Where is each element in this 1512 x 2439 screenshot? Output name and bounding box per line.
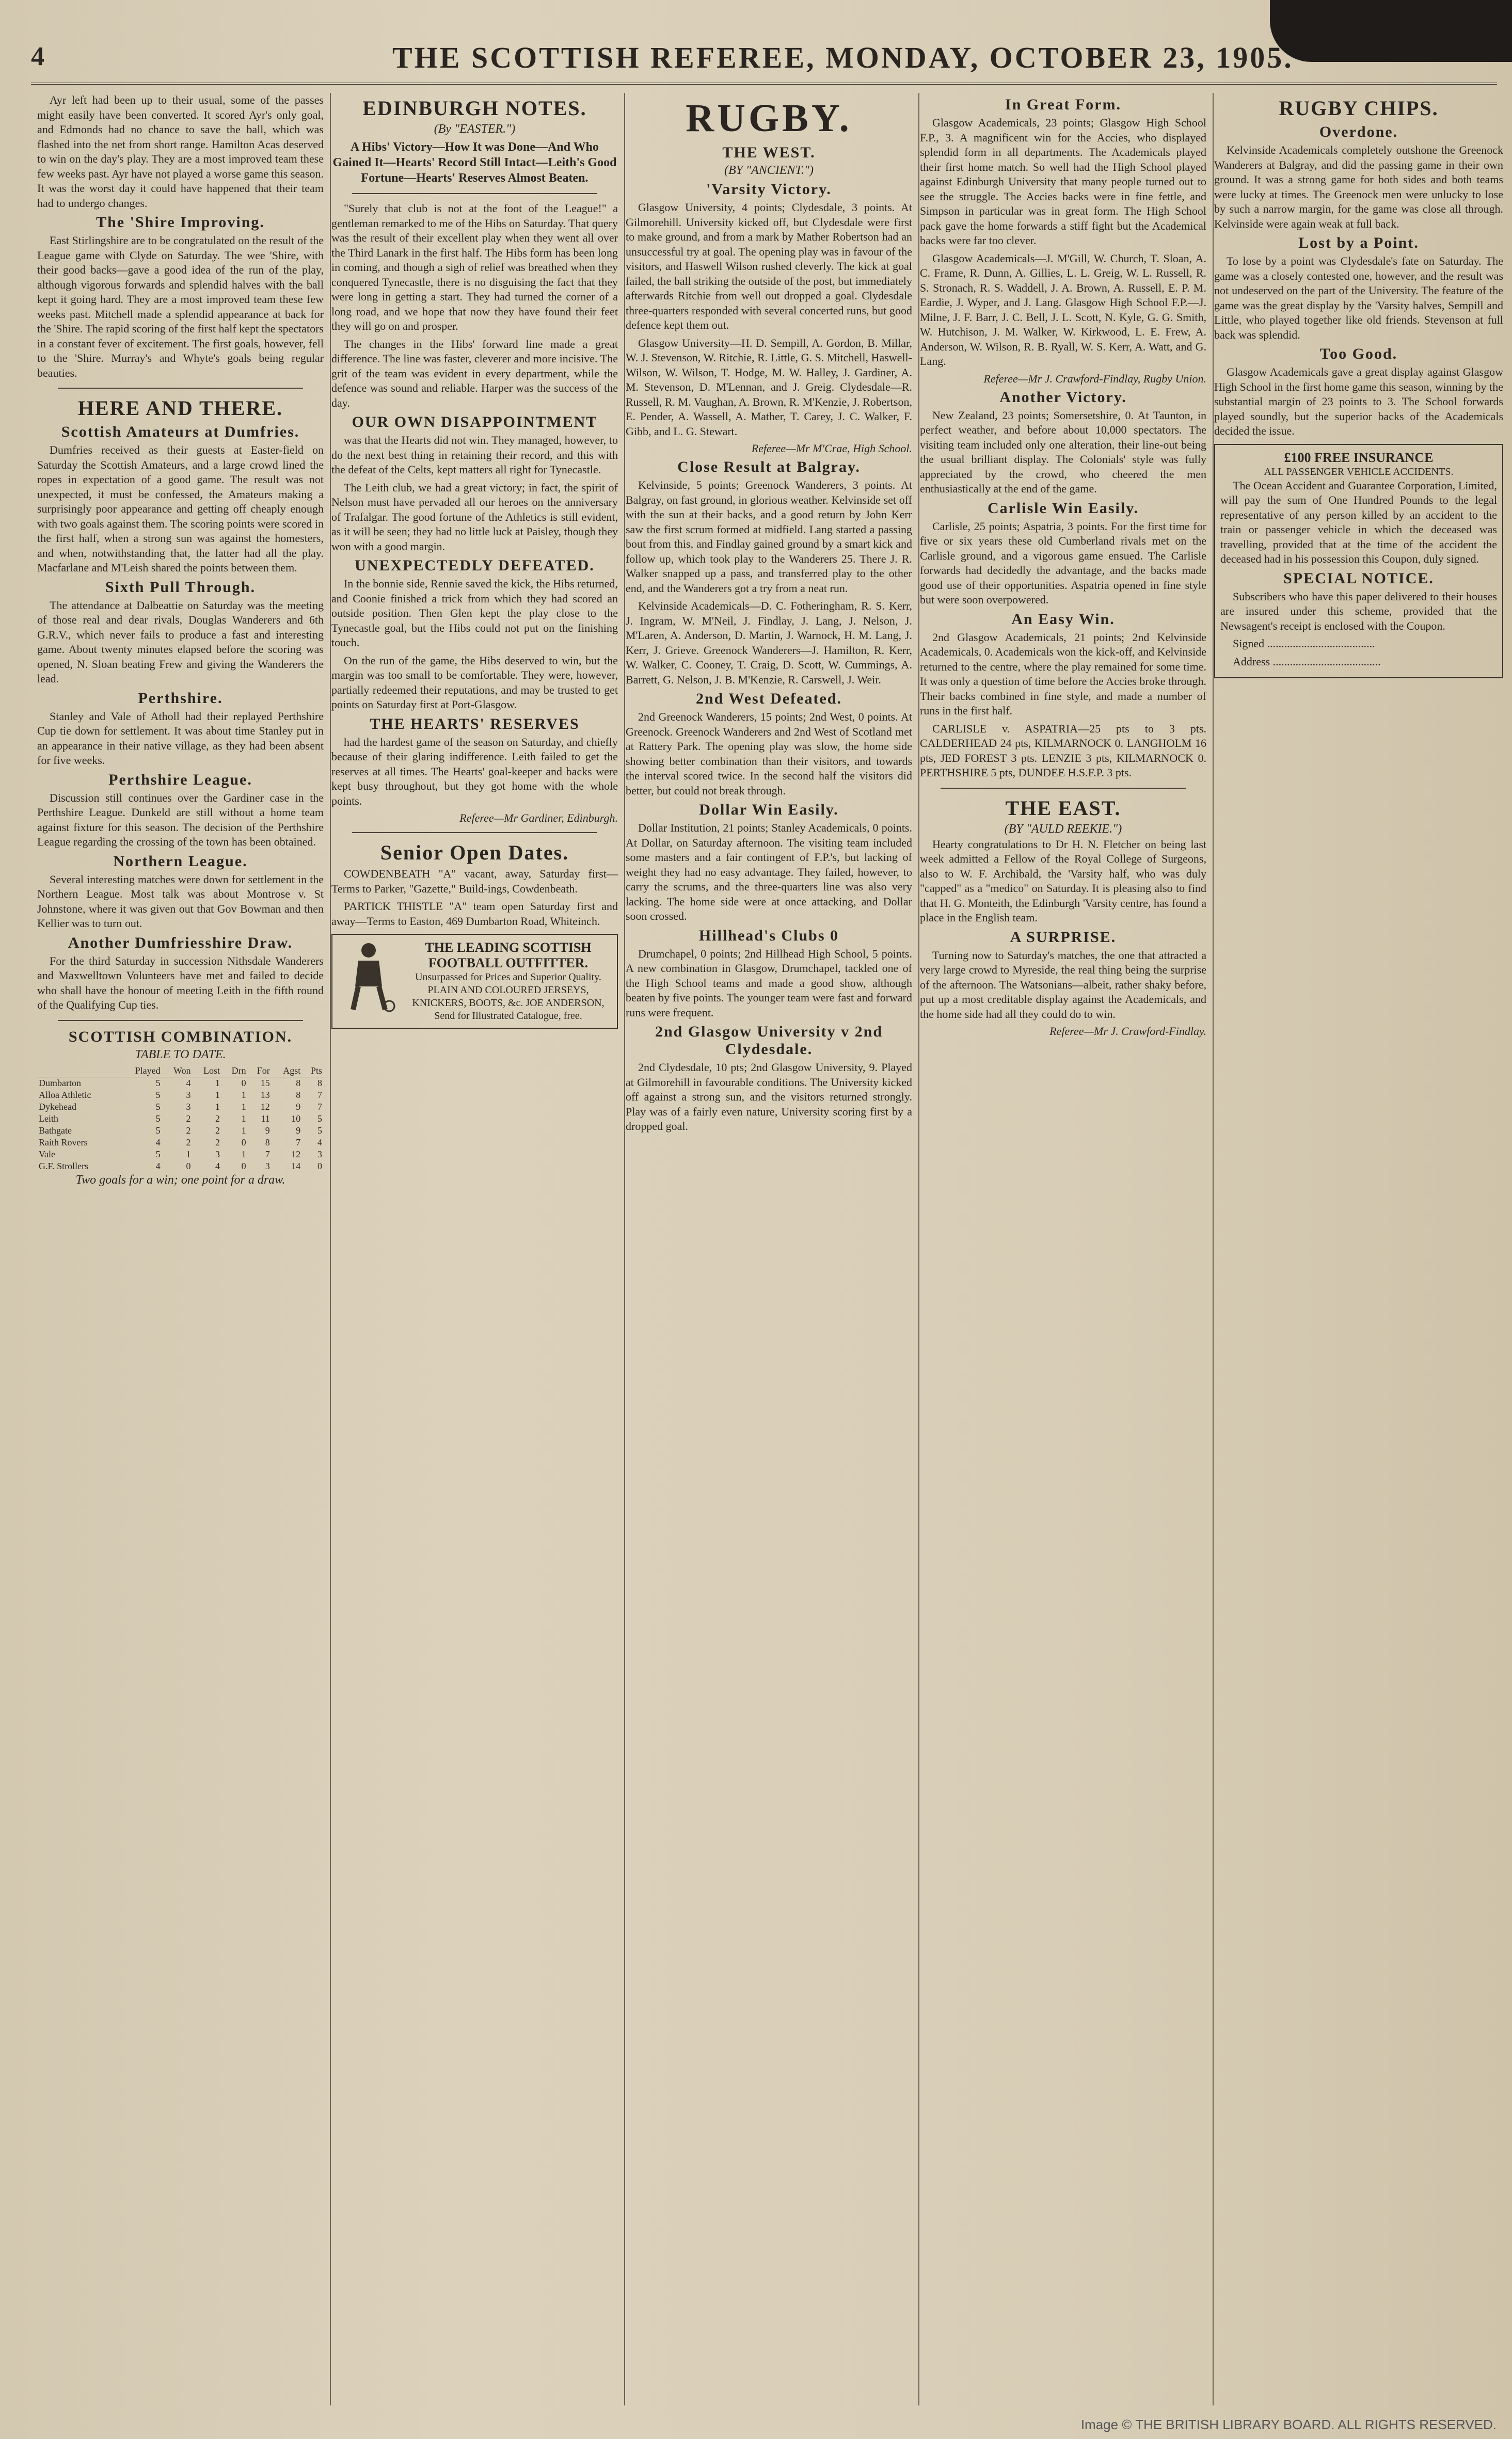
- article-text: The attendance at Dalbeattie on Saturday was the meeting of those real and dear rivals, Douglas Wanderers and 6th G.R.V., which never fails to produce a fast and interesting game. About twenty minutes elapsed before the scoring was opened, N. Sloan beating Frew and giving the Wanderers the lead.: [37, 598, 324, 685]
- referee-signature: Referee—Mr Gardiner, Edinburgh.: [459, 811, 618, 824]
- table-row: [37, 1077, 324, 1089]
- article-heading: 2nd Glasgow University v 2nd Clydesdale.: [655, 1023, 883, 1058]
- article-heading: Perthshire.: [138, 689, 223, 707]
- table-cell: 2: [186, 1125, 191, 1136]
- table-cell: 4: [317, 1137, 322, 1147]
- coupon-subtitle: ALL PASSENGER VEHICLE ACCIDENTS.: [1264, 466, 1454, 477]
- article-text: Discussion still continues over the Gardiner case in the Perthshire League. Dunkeld are still without a home team against fixture for this season. The decision of the Perthshire League regarding the crossing of the town has been obtained.: [37, 791, 324, 848]
- table-cell: 3: [215, 1149, 220, 1159]
- article-text: The Leith club, we had a great victory; in fact, the spirit of Nelson must have pervaded all our heroes on the anniversary of Trafalgar. The good fortune of the Athletics is still evident, as it will be seen; they had no little luck at Paisley, though they won with a good margin.: [331, 481, 618, 553]
- advert-body: Unsurpassed for Prices and Superior Quality. PLAIN AND COLOURED JERSEYS, KNICKERS, BOOTS, &c. JOE ANDERSON, Send for Illustrated Catalogue, free.: [412, 971, 604, 1022]
- table-cell: 9: [296, 1125, 301, 1136]
- article-text: Turning now to Saturday's matches, the one that attracted a very large crowd to Myreside, the real thing being the surprise of the afternoon. The Watsonians—albeit, rather shaky before, put up a most creditable display against the Academicals, and the home side had all they could do to win.: [920, 948, 1206, 1021]
- table-cell: 1: [186, 1149, 191, 1159]
- table-cell: 12: [260, 1101, 270, 1112]
- table-cell: Bathgate: [39, 1125, 72, 1136]
- column-1: [31, 93, 331, 2405]
- article-text: Glasgow Academicals, 23 points; Glasgow High School F.P., 3. A magnificent win for the Accies, who displayed splendid form in all departments. The Academicals played their first home match. So well had the High School played against Edinburgh University that many people turned out to see the struggle. The Accies backs were in fine fettle, and Simpson in particular was in great form. The High School pack gave the home forwards a stiff fight but the Academical backs were far too clever.: [920, 116, 1206, 247]
- newspaper-title: THE SCOTTISH REFEREE, MONDAY, OCTOBER 23, 1905.: [392, 41, 1294, 74]
- sub-heading: A SURPRISE.: [1010, 928, 1117, 946]
- section-heading: HERE AND THERE.: [77, 396, 283, 420]
- team-list: Kelvinside Academicals—D. C. Fotheringham, R. S. Kerr, J. Ingram, W. M'Neil, J. Findlay, J. Lang, J. Nelson, J. M'Laren, A. Anderson, D. Martin, J. Warnock, H. M. Lang, J. Kerr, J. Grieve. Greenock Wanderers—J. Hamilton, R. Kerr, W. Walker, C. Cooney, T. Craig, D. Scott, W. Cummings, A. Barrett, G. Nelson, J. B. M'Kenzie, R. Carswell, J. Weir.: [626, 599, 912, 686]
- referee-signature: Referee—Mr J. Crawford-Findlay, Rugby Union.: [983, 372, 1206, 385]
- coupon-title: £100 FREE INSURANCE: [1284, 450, 1434, 465]
- table-cell: Leith: [39, 1113, 58, 1124]
- table-cell: 9: [296, 1101, 301, 1112]
- referee-signature: Referee—Mr M'Crae, High School.: [751, 442, 912, 455]
- table-row: [37, 1125, 324, 1137]
- advert-title: THE LEADING SCOTTISH FOOTBALL OUTFITTER.: [425, 940, 592, 970]
- table-cell: 4: [215, 1160, 220, 1171]
- referee-signature: Referee—Mr J. Crawford-Findlay.: [1049, 1025, 1206, 1038]
- table-cell: 8: [317, 1077, 322, 1088]
- article-text: 2nd Glasgow Academicals, 21 points; 2nd Kelvinside Academicals, 0. Academicals won the kick-off, and Kelvinside returned to the centre, where the play remained for some time. It was only a question of time before the Accies broke through. Their backs combined in fine style, and made a number of runs in the first half.: [920, 630, 1206, 717]
- section-heading: RUGBY CHIPS.: [1279, 97, 1439, 120]
- table-cell: 5: [155, 1125, 161, 1136]
- section-heading-rugby: RUGBY.: [686, 97, 852, 140]
- sub-heading: THE HEARTS' RESERVES: [370, 715, 580, 732]
- table-cell: 0: [186, 1160, 191, 1171]
- table-cell: 10: [291, 1113, 301, 1124]
- sub-heading: OUR OWN DISAPPOINTMENT: [352, 413, 598, 431]
- table-cell: 1: [215, 1089, 220, 1100]
- article-heading: Too Good.: [1319, 345, 1398, 362]
- table-cell: 5: [317, 1125, 322, 1136]
- divider: [58, 388, 303, 389]
- table-row: [37, 1160, 324, 1172]
- table-cell: 3: [265, 1160, 270, 1171]
- table-header-cell: [37, 1065, 120, 1077]
- article-text: To lose by a point was Clydesdale's fate on Saturday. The game was a closely contested one, however, and the result was not undeserved on the part of the University. The feature of the game was the great display by the 'Varsity halves, Sempill and Little, who played together like old friends. Stevenson at full back was splendid.: [1214, 254, 1503, 341]
- column-5: [1208, 93, 1509, 2405]
- table-cell: 3: [186, 1089, 191, 1100]
- article-heading: Carlisle Win Easily.: [987, 499, 1139, 517]
- article-heading: 'Varsity Victory.: [706, 181, 832, 198]
- article-heading: Overdone.: [1319, 123, 1398, 140]
- table-cell: 7: [296, 1137, 301, 1147]
- table-cell: 9: [265, 1125, 270, 1136]
- sub-heading: UNEXPECTEDLY DEFEATED.: [355, 557, 595, 574]
- article-text: "Surely that club is not at the foot of the League!" a gentleman remarked to me of the Hibs on Saturday. That query was the result of their excellent play when they went all over the Third Lanark in the first half. The Hibs form has been long in coming, and though a sigh of relief was breathed when they conquered Tynecastle, there is no disguising the fact that they were long in getting a start. They had turned the corner of a long road, and we hope that now they have found their feet they will go on and prosper.: [331, 202, 618, 332]
- section-heading: Senior Open Dates.: [380, 841, 569, 864]
- classified-ad: COWDENBEATH "A" vacant, away, Saturday first—Terms to Parker, "Gazette," Build-ings, Cowdenbeath.: [331, 867, 618, 895]
- table-header-cell: Played: [120, 1065, 162, 1077]
- signature-line[interactable]: Signed ......................................: [1233, 637, 1375, 650]
- table-header-cell: Lost: [193, 1065, 222, 1077]
- table-cell: 1: [241, 1101, 246, 1112]
- table-cell: 5: [317, 1113, 322, 1124]
- article-text: On the run of the game, the Hibs deserved to win, but the margin was too small to be comfortable. They were, however, partially redeemed their reputations, and may be trusted to get points on Saturday first at Port-Glasgow.: [331, 653, 618, 711]
- article-text: In the bonnie side, Rennie saved the kick, the Hibs returned, and Coonie finished a trick from which they had scored an outside position. Then Glen kept the play close to the Tynecastle goal, but the Hibs could not put on the finishing touch.: [331, 577, 618, 649]
- notice-body: Subscribers who have this paper delivered to their houses are insured under this scheme, provided that the Newsagent's receipt is enclosed with the Coupon.: [1220, 589, 1497, 632]
- table-row: [37, 1101, 324, 1113]
- team-list: Glasgow Academicals—J. M'Gill, W. Church, T. Sloan, A. C. Frame, R. Dunn, A. Gillies, L. L. Greig, W. L. Russell, R. S. Stronach, R. S. Waddell, J. A. Brown, A. Russell, E. P. M. Eardie, J. Wyper, and J. Lang. Glasgow High School F.P.—J. Milne, J. F. Barr, J. C. Bell, J. L. Scott, N. Kyle, G. G. Smith, W. Hutchison, J. M. Walker, W. Kirkwood, L. E. Frew, A. Anderson, W. Wilson, R. B. Ryall, W. S. Kerr, A. Watt, and G. Lang.: [920, 251, 1206, 368]
- table-cell: 0: [241, 1160, 246, 1171]
- table-cell: 2: [186, 1113, 191, 1124]
- article-heading: Another Victory.: [999, 388, 1127, 406]
- table-cell: 14: [291, 1160, 301, 1171]
- article-text: Glasgow University, 4 points; Clydesdale, 3 points. At Gilmorehill. University kicked off, but Clydesdale were first to make ground, and from a mark by Mather Robertson had an unsuccessful try at goal. The opening play was in favour of the visitors, and Haswell Wilson rushed cleverly. The kick at goal failed, the ball striking the outside of the post, but immediately afterwards Ritchie from well out dropped a goal. Clydesdale three-quarters responded with several concerted runs, but good defence kept them out.: [626, 201, 912, 331]
- table-cell: 1: [241, 1125, 246, 1136]
- table-cell: 1: [215, 1077, 220, 1088]
- article-heading: Perthshire League.: [108, 771, 252, 788]
- article-text: For the third Saturday in succession Nithsdale Wanderers and Maxwelltown Volunteers have met and failed to decide who shall have the honour of meeting Leith in the fifth round of the Qualifying Cup ties.: [37, 954, 324, 1011]
- column-4: [914, 93, 1214, 2405]
- table-cell: 5: [155, 1077, 161, 1088]
- table-cell: 15: [260, 1077, 270, 1088]
- table-cell: 8: [296, 1077, 301, 1088]
- table-title: SCOTTISH COMBINATION.: [68, 1028, 293, 1045]
- article-text: was that the Hearts did not win. They managed, however, to do the next best thing in retaining their record, and this with the defeat of the Celts, kept matters all right for Tynecastle.: [331, 434, 618, 476]
- article-heading: Northern League.: [113, 852, 248, 870]
- article-text: Ayr left had been up to their usual, some of the passes might easily have been converted. It scored Ayr's only goal, and Edmonds had no chance to save the ball, which was flashed into the net from short range. Hamilton Acas deserved to win on the day's play. They are a most improved team these few weeks past. Ayr have not played a worse game this season. It was the worst day it could have happened that their team had to undergo changes.: [37, 93, 324, 210]
- table-cell: 5: [155, 1101, 161, 1112]
- classified-ad: PARTICK THISTLE "A" team open Saturday first and away—Terms to Easton, 469 Dumbarton Road, Whiteinch.: [331, 900, 618, 928]
- table-header-cell: Won: [162, 1065, 193, 1077]
- page-number: 4: [31, 42, 44, 71]
- insurance-coupon: [1214, 444, 1503, 679]
- article-heading: Dollar Win Easily.: [699, 801, 839, 818]
- table-cell: Dumbarton: [39, 1077, 81, 1088]
- table-cell: 1: [215, 1101, 220, 1112]
- table-cell: 4: [155, 1137, 161, 1147]
- article-text: 2nd Clydesdale, 10 pts; 2nd Glasgow University, 9. Played at Gilmorehill in favourable conditions. The University kicked off against a strong sun, and the visitors returned strongly. Play was of a fairly even nature, University scoring first by a dropped goal.: [626, 1061, 912, 1133]
- section-heading: EDINBURGH NOTES.: [362, 97, 587, 120]
- table-cell: 3: [317, 1149, 322, 1159]
- byline: (By "EASTER."): [434, 122, 516, 136]
- table-row: [37, 1137, 324, 1149]
- section-heading: The 'Shire Improving.: [96, 214, 265, 231]
- results-list: CARLISLE v. ASPATRIA—25 pts to 3 pts. CALDERHEAD 24 pts, KILMARNOCK 0. LANGHOLM 16 pts, JED FOREST 3 pts. LENZIE 3 pts, KILMARNOCK 0. PERTHSHIRE 5 pts, DUNDEE H.S.F.P. 3 pts.: [920, 722, 1206, 779]
- table-cell: 7: [265, 1149, 270, 1159]
- table-subtitle: TABLE TO DATE.: [135, 1047, 226, 1061]
- article-text: Stanley and Vale of Atholl had their replayed Perthshire Cup tie down for settlement. It was about time Stanley put in an appearance in their native village, as they had been absent for five weeks.: [37, 709, 324, 767]
- table-cell: 1: [241, 1113, 246, 1124]
- table-cell: 1: [241, 1149, 246, 1159]
- table-cell: 2: [215, 1113, 220, 1124]
- team-list: Glasgow University—H. D. Sempill, A. Gordon, B. Millar, W. J. Stevenson, W. Ritchie, R. Little, G. S. Mitchell, Haswell-Wilson, W. Wilson, T. Hodge, M. W. Halley, J. Gardiner, A. M. Stevenson, D. M'Lennan, and J. Greig. Clydesdale—R. Russell, R. M. Vaughan, A. Brown, R. M'Kenzie, J. Robertson, E. Pender, A. Wassell, A. Mather, T. Carey, J. C. Walker, F. Gibb, and L. G. Stewart.: [626, 336, 912, 438]
- table-cell: Dykehead: [39, 1101, 76, 1112]
- table-cell: 4: [155, 1160, 161, 1171]
- article-deck: A Hibs' Victory—How It was Done—And Who Gained It—Hearts' Record Still Intact—Leith's Good Fortune—Hearts' Reserves Almost Beaten.: [332, 140, 617, 185]
- table-header-cell: Pts: [302, 1065, 324, 1077]
- article-text: East Stirlingshire are to be congratulated on the result of the League game with Clyde on Saturday. The wee 'Shire, with their good backs—gave a good idea of the run of the play, although vigorous forwards and splendid halves with the ball kept it going hard. They are a most improved team these few weeks past. Mitchell made a splendid appearance at back for the 'Shire. The rapid scoring of the first half kept the spectators in a constant fever of excitement. The first goals, however, fell to the 'Shire. Murray's and Whyte's goals being regular beauties.: [37, 234, 324, 379]
- article-text: Dumfries received as their guests at Easter-field on Saturday the Scottish Amateurs, and a large crowd lined the ropes in expectation of a good game. The result was not unexpected, it must be confessed, the Amateurs making a surprisingly poor appearance and getting off cheaply enough with two goals against them. The scoring points were scored in the first half, when a strong sun was against the homesters, and when, notwithstanding that, the latter had all the play. Macfarlane and M'Leish shared the points between them.: [37, 443, 324, 574]
- table-cell: 13: [260, 1089, 270, 1100]
- section-heading: THE EAST.: [1005, 796, 1121, 820]
- article-heading: Sixth Pull Through.: [105, 578, 256, 596]
- article-heading: An Easy Win.: [1011, 610, 1115, 628]
- address-line[interactable]: Address ......................................: [1233, 655, 1381, 668]
- table-cell: 2: [186, 1137, 191, 1147]
- table-header-cell: Agst: [272, 1065, 303, 1077]
- table-cell: 5: [155, 1149, 161, 1159]
- table-cell: 8: [296, 1089, 301, 1100]
- table-cell: 3: [186, 1101, 191, 1112]
- article-heading: Close Result at Balgray.: [677, 458, 861, 475]
- table-cell: 0: [241, 1077, 246, 1088]
- table-cell: 0: [317, 1160, 322, 1171]
- table-note: Two goals for a win; one point for a draw.: [75, 1173, 285, 1187]
- article-text: Drumchapel, 0 points; 2nd Hillhead High School, 5 points. A new combination in Glasgow, Drumchapel, tackled one of the High School teams and made a good show, although beaten by five points. The younger team were fast and forward runs were frequent.: [626, 947, 912, 1019]
- table-cell: 12: [291, 1149, 301, 1159]
- sub-heading: THE WEST.: [722, 144, 816, 161]
- divider: [352, 193, 597, 194]
- column-2: [325, 93, 625, 2405]
- table-cell: 2: [215, 1137, 220, 1147]
- copyright-footer: Image © THE BRITISH LIBRARY BOARD. ALL RIGHTS RESERVED.: [1080, 2417, 1497, 2432]
- article-text: The changes in the Hibs' forward line made a great difference. The line was faster, cleverer and more incisive. The grit of the team was evident in every department, while the defence was sound and reliable. Harper was the success of the day.: [331, 337, 618, 409]
- divider: [352, 832, 597, 833]
- masthead: [31, 36, 1497, 85]
- article-text: Hearty congratulations to Dr H. N. Fletcher on being last week admitted a Fellow of the Royal College of Surgeons, also to W. F. Archibald, the 'Varsity half, who was duly "capped" as a "medico" on Saturday. It is pleasing also to find that H. G. Monteith, the Edinburgh 'Varsity centre, has found a place in the English team.: [920, 837, 1206, 924]
- table-cell: Vale: [39, 1149, 55, 1159]
- table-cell: Raith Rovers: [39, 1137, 88, 1147]
- article-text: Carlisle, 25 points; Aspatria, 3 points. For the first time for five or six years these old Cumberland rivals met on the Carlisle ground, and a vigorous game ensued. The Carlisle forwards had decidedly the advantage, and the backs made good use of their opportunities. Aspatria opened in fine style but were soon overpowered.: [920, 519, 1206, 606]
- article-text: 2nd Greenock Wanderers, 15 points; 2nd West, 0 points. At Greenock. Greenock Wanderers and 2nd West of Scotland met at Rattery Park. The opening play was slow, the home side showing better combination than their visitors, and towards the interval scored twice. In the second half the visitors did better, but could not break through.: [626, 710, 912, 797]
- article-text: Glasgow Academicals gave a great display against Glasgow High School in the first home game this season, winning by the substantial margin of 23 points to 3. The School forwards played soundly, but the superior backs of the Academicals decided the issue.: [1214, 365, 1503, 437]
- byline: (BY "AULD REEKIE."): [1004, 822, 1122, 836]
- article-heading: Another Dumfriesshire Draw.: [68, 934, 293, 951]
- column-3: [619, 93, 919, 2405]
- article-text: New Zealand, 23 points; Somersetshire, 0. At Taunton, in perfect weather, and before about 10,000 spectators. The visiting team included only one alteration, their line-out being the usual brilliant display. The Colonials' style was fully appreciated by the crowd, who cheered the men enthusiastically at the end of the game.: [920, 408, 1206, 495]
- coupon-body: The Ocean Accident and Guarantee Corporation, Limited, will pay the sum of One Hundred Pounds to the legal representative of any person killed by an accident to the train or passenger vehicle in which the deceased was travelling, provided that at the time of the accident the deceased had in his possession this Coupon, duly signed.: [1220, 479, 1497, 565]
- table-cell: 0: [241, 1137, 246, 1147]
- article-heading: 2nd West Defeated.: [696, 690, 842, 707]
- table-header-cell: Drn: [221, 1065, 248, 1077]
- table-row: [37, 1113, 324, 1125]
- article-text: Dollar Institution, 21 points; Stanley Academicals, 0 points. At Dollar, on Saturday afternoon. The visiting team included some masters and a fair contingent of F.P.'s, but lacking of weight they had no easy advantage. They failed, however, to carry the scrums, and the three-quarters line was also very lacking. The home side were at once attacking, and Dollar soon crossed.: [626, 821, 912, 922]
- divider: [58, 1020, 303, 1021]
- table-cell: 7: [317, 1089, 322, 1100]
- table-cell: 4: [186, 1077, 191, 1088]
- table-cell: Alloa Athletic: [39, 1089, 91, 1100]
- article-text: Kelvinside Academicals completely outshone the Greenock Wanderers at Balgray, and did the passing game in their own ground. It was a strong game for both sides and both teams were lucky at times. The Greenock men were unlucky to lose by such a narrow margin, for the game was close all through. Kelvinside were again weak at full back.: [1214, 144, 1503, 230]
- table-cell: 1: [241, 1089, 246, 1100]
- table-cell: 5: [155, 1113, 161, 1124]
- table-row: [37, 1089, 324, 1101]
- article-heading: Scottish Amateurs at Dumfries.: [61, 423, 300, 440]
- table-cell: 7: [317, 1101, 322, 1112]
- article-text: Kelvinside, 5 points; Greenock Wanderers, 3 points. At Balgray, on fast ground, in glorious weather. Kelvinside set off with the sun at their backs, and a good return by John Kerr saw the first scrum formed at midfield. Lang started a passing bout from this, and Findlay gained ground by a smart kick and follow up, which took play to the Wanderers 25. There J. R. Walker snapped up a pass, and transferred play to the other end, and the Wanderers got a try from a neat run.: [626, 479, 912, 595]
- article-heading: Hillhead's Clubs 0: [698, 927, 839, 944]
- footballer-illustration: [338, 940, 400, 1012]
- table-cell: 2: [215, 1125, 220, 1136]
- article-heading: In Great Form.: [1005, 96, 1121, 113]
- table-cell: 8: [265, 1137, 270, 1147]
- table-row: [37, 1149, 324, 1160]
- table-header-cell: For: [248, 1065, 272, 1077]
- table-cell: 11: [261, 1113, 270, 1124]
- notice-heading: SPECIAL NOTICE.: [1283, 569, 1434, 587]
- article-text: had the hardest game of the season on Saturday, and chiefly because of their glaring indifference. Leith failed to get the reserves at all times. The Hearts' goal-keeper and backs were kept busy throughout, but they got home with the whole points.: [331, 735, 618, 807]
- table-cell: G.F. Strollers: [39, 1160, 89, 1171]
- divider: [941, 788, 1186, 789]
- league-table: [37, 1065, 324, 1172]
- outfitter-advert: [331, 934, 618, 1029]
- article-heading: Lost by a Point.: [1298, 234, 1419, 251]
- byline: (BY "ANCIENT."): [724, 164, 814, 177]
- table-cell: 5: [155, 1089, 161, 1100]
- article-text: Several interesting matches were down for settlement in the Northern League. Most talk was about Montrose v. St Johnstone, where it was given out that Gov Bowman and then Kellier was to turn out.: [37, 872, 324, 930]
